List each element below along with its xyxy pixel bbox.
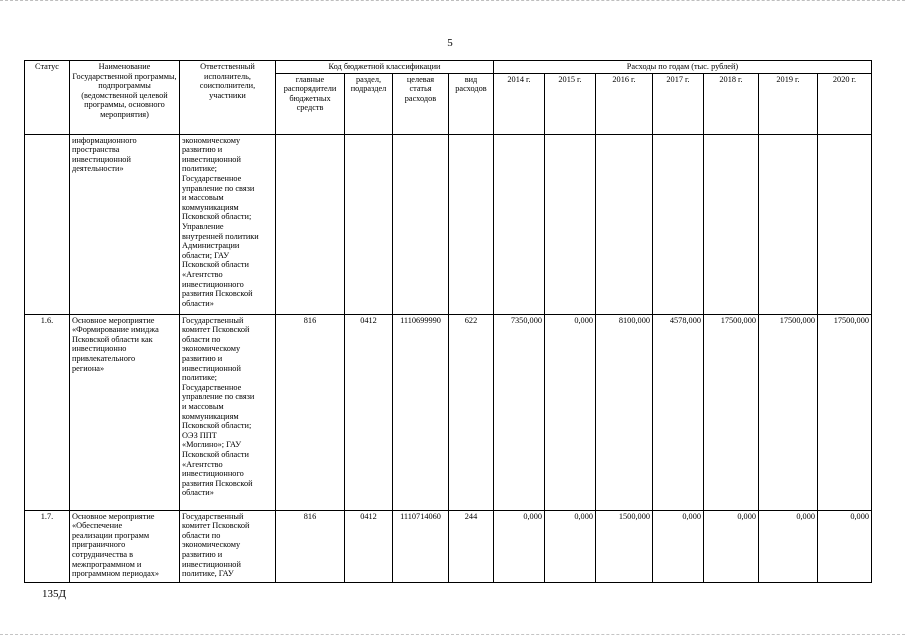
- row-value: [596, 134, 653, 314]
- row-value: [759, 134, 818, 314]
- row-status: 1.6.: [25, 314, 70, 510]
- col-year-header: 2015 г.: [545, 73, 596, 134]
- row-value: 0,000: [759, 510, 818, 582]
- row-value: [818, 134, 872, 314]
- row-value: 0,000: [494, 510, 545, 582]
- budget-table: [24, 60, 872, 583]
- row-grbs: [276, 134, 345, 314]
- row-value: 1500,000: [596, 510, 653, 582]
- header-row-1: [25, 61, 872, 74]
- row-grbs: 816: [276, 510, 345, 582]
- table-row: [25, 314, 872, 510]
- row-kind: 622: [449, 314, 494, 510]
- row-value: 0,000: [545, 314, 596, 510]
- row-value: 4578,000: [653, 314, 704, 510]
- col-target-header: целевая статья расходов: [393, 73, 449, 134]
- row-value: [545, 134, 596, 314]
- col-year-header: 2018 г.: [704, 73, 759, 134]
- row-value: 8100,000: [596, 314, 653, 510]
- col-grbs-header: главные распорядители бюджетных средств: [276, 73, 345, 134]
- page-number: 5: [447, 37, 453, 49]
- row-value: 0,000: [545, 510, 596, 582]
- row-responsible: Государственный комитет Псковской области по экономическому развитию и инвестиционной политике, ГАУ: [180, 510, 276, 582]
- col-section-header: раздел, подраздел: [345, 73, 393, 134]
- row-value: 17500,000: [704, 314, 759, 510]
- row-target: [393, 134, 449, 314]
- row-value: [653, 134, 704, 314]
- col-year-header: 2020 г.: [818, 73, 872, 134]
- row-status: 1.7.: [25, 510, 70, 582]
- row-section: 0412: [345, 510, 393, 582]
- col-year-header: 2016 г.: [596, 73, 653, 134]
- row-grbs: 816: [276, 314, 345, 510]
- row-section: 0412: [345, 314, 393, 510]
- row-value: [704, 134, 759, 314]
- row-value: 0,000: [818, 510, 872, 582]
- row-value: 0,000: [704, 510, 759, 582]
- row-value: 7350,000: [494, 314, 545, 510]
- row-value: [494, 134, 545, 314]
- expenses-header: Расходы по годам (тыс. рублей): [494, 61, 872, 74]
- scan-top-edge: [0, 0, 905, 5]
- row-value: 17500,000: [818, 314, 872, 510]
- row-name: информационного пространства инвестиционной деятельности»: [70, 134, 180, 314]
- row-section: [345, 134, 393, 314]
- row-responsible: экономическому развитию и инвестиционной политике; Государственное управление по связи и массовым коммуникациям Псковской области; Управление внутренней политики Администрации области; ГАУ Псковской области «Агентство инвестиционного развития Псковской области»: [180, 134, 276, 314]
- row-kind: 244: [449, 510, 494, 582]
- col-name-header: Наименование Государственной программы, подпрограммы (ведомственной целевой программы, основного мероприятия): [70, 61, 180, 135]
- col-status-header: Статус: [25, 61, 70, 135]
- col-responsible-header: Ответственный исполнитель, соисполнители, участники: [180, 61, 276, 135]
- page-footer-code: 135Д: [42, 588, 67, 600]
- row-name: Основное мероприятие «Формирование имиджа Псковской области как инвестиционно привлекательного региона»: [70, 314, 180, 510]
- row-value: 0,000: [653, 510, 704, 582]
- scan-bottom-edge: [0, 634, 905, 638]
- table-row: [25, 134, 872, 314]
- budget-code-header: Код бюджетной классификации: [276, 61, 494, 74]
- row-target: 1110699990: [393, 314, 449, 510]
- row-kind: [449, 134, 494, 314]
- col-year-header: 2019 г.: [759, 73, 818, 134]
- col-year-header: 2017 г.: [653, 73, 704, 134]
- col-kind-header: вид расходов: [449, 73, 494, 134]
- row-name: Основное мероприятие «Обеспечение реализации программ приграничного сотрудничества в межпрограммном и программном периодах»: [70, 510, 180, 582]
- col-year-header: 2014 г.: [494, 73, 545, 134]
- row-status: [25, 134, 70, 314]
- row-value: 17500,000: [759, 314, 818, 510]
- table-row: [25, 510, 872, 582]
- row-responsible: Государственный комитет Псковской области по экономическому развитию и инвестиционной политике; Государственное управление по связи и массовым коммуникациям Псковской области; ОЭЗ ППТ «Моглино»; ГАУ Псковской области «Агентство инвестиционного развития Псковской области»: [180, 314, 276, 510]
- row-target: 1110714060: [393, 510, 449, 582]
